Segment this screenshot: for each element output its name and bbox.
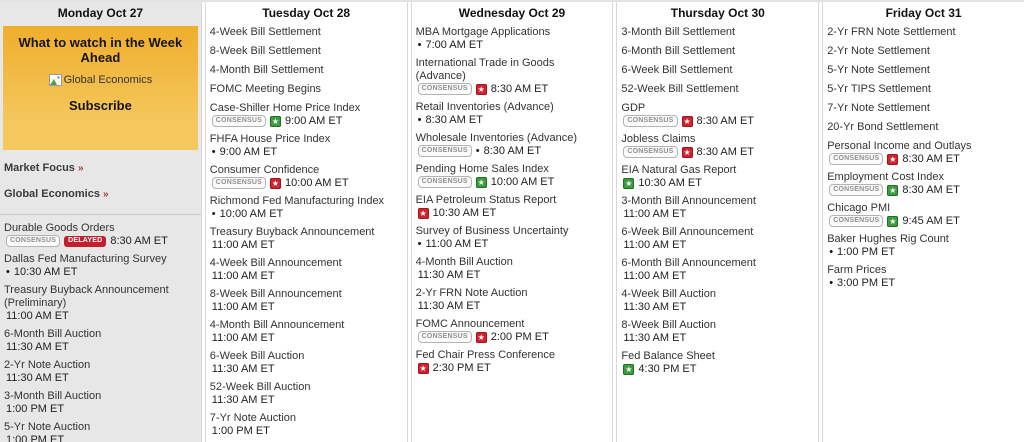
event-title-link[interactable]: 4-Week Bill Announcement	[209, 257, 342, 269]
event-meta	[621, 146, 813, 158]
bullet-icon: •	[829, 276, 834, 289]
event-item	[621, 64, 813, 77]
event-time: 11:30 AM ET	[6, 341, 69, 353]
consensus-badge[interactable]: CONSENSUS	[623, 115, 677, 127]
event-meta	[416, 300, 608, 312]
event-title-link[interactable]: Dallas Fed Manufacturing Survey	[4, 253, 167, 265]
event-time: 10:00 AM ET	[219, 208, 284, 220]
event-item	[4, 421, 196, 442]
promo-image-label: Global Economics	[63, 74, 153, 86]
event-title-link[interactable]: FOMC Meeting Begins	[209, 83, 322, 95]
event-item	[210, 381, 402, 406]
event-time: 11:00 AM ET	[211, 239, 275, 251]
event-time: 11:30 AM ET	[623, 301, 687, 313]
green-star-icon: ★	[625, 178, 633, 188]
event-time: 8:30 AM ET	[110, 235, 168, 247]
double-chevron-icon: »	[77, 163, 84, 174]
event-item	[827, 64, 1019, 77]
event-item	[416, 57, 608, 95]
event-title-link[interactable]: 4-Month Bill Settlement	[209, 64, 324, 76]
event-title-link[interactable]: 52-Week Bill Auction	[209, 381, 311, 393]
event-time: 11:00 AM ET	[6, 310, 69, 322]
event-item	[827, 264, 1019, 289]
bullet-icon: •	[417, 237, 422, 250]
event-item	[827, 83, 1019, 96]
event-title-link[interactable]: MBA Mortgage Applications	[415, 26, 551, 38]
event-meta	[416, 331, 608, 343]
event-meta	[416, 238, 608, 250]
event-title-link[interactable]: 6-Week Bill Announcement	[621, 226, 754, 238]
event-title-link[interactable]: Retail Inventories (Advance)	[415, 101, 554, 113]
red-star-icon: ★	[889, 154, 897, 164]
event-item	[416, 225, 608, 250]
event-title-link[interactable]: Treasury Buyback Announcement	[209, 226, 375, 238]
event-item	[4, 390, 196, 415]
event-item	[210, 288, 402, 313]
event-item	[4, 222, 196, 247]
bullet-icon: •	[417, 113, 422, 126]
event-title-link[interactable]: Case-Shiller Home Price Index	[209, 102, 361, 114]
event-time: 8:30 AM ET	[902, 153, 960, 165]
event-title-link[interactable]: Farm Prices	[827, 264, 887, 276]
bullet-icon: •	[211, 145, 216, 158]
event-meta	[621, 332, 813, 344]
event-item	[621, 319, 813, 344]
event-meta	[621, 363, 813, 375]
event-title-link[interactable]: 2-Yr FRN Note Auction	[415, 287, 528, 299]
event-item	[621, 133, 813, 158]
event-time: 11:30 AM ET	[211, 394, 275, 406]
event-title-link[interactable]: Pending Home Sales Index	[415, 163, 549, 175]
event-meta	[416, 362, 608, 374]
consensus-badge[interactable]: CONSENSUS	[829, 184, 883, 196]
event-item	[4, 328, 196, 353]
event-title-link[interactable]: 20-Yr Bond Settlement	[827, 121, 939, 133]
event-title-link[interactable]: Survey of Business Uncertainty	[415, 225, 569, 237]
event-title-link[interactable]: Fed Chair Press Conference	[415, 349, 555, 361]
event-title-link[interactable]: 5-Yr Note Settlement	[827, 64, 930, 76]
event-item	[621, 83, 813, 96]
event-item	[210, 319, 402, 344]
event-title-link[interactable]: Treasury Buyback Announcement (Preliminary)	[4, 284, 169, 309]
event-title-link[interactable]: 5-Yr Note Auction	[4, 421, 91, 433]
event-list-monday	[0, 215, 201, 442]
event-meta	[416, 207, 608, 219]
event-time: 8:30 AM ET	[425, 114, 483, 126]
event-title-link[interactable]: 4-Month Bill Auction	[415, 256, 513, 268]
event-item	[210, 102, 402, 127]
event-meta	[210, 146, 402, 158]
promo-links	[0, 156, 201, 200]
day-column-wednesday	[411, 2, 614, 442]
event-item	[210, 64, 402, 77]
event-item	[416, 287, 608, 312]
day-header-thursday: Thursday Oct 30	[670, 6, 765, 20]
event-item	[416, 194, 608, 219]
event-title-link[interactable]: Chicago PMI	[827, 202, 891, 214]
event-title-link[interactable]: 5-Yr TIPS Settlement	[827, 83, 931, 95]
green-star-icon: ★	[477, 177, 485, 187]
event-title-link[interactable]: 3-Month Bill Announcement	[621, 195, 756, 207]
event-title-link[interactable]: Fed Balance Sheet	[621, 350, 715, 362]
event-item	[210, 350, 402, 375]
event-meta	[4, 235, 196, 247]
day-header-wednesday: Wednesday Oct 29	[458, 6, 566, 20]
event-title-link[interactable]: Durable Goods Orders	[4, 222, 115, 234]
event-item	[827, 26, 1019, 39]
event-meta	[4, 341, 196, 353]
event-item	[416, 256, 608, 281]
event-item	[210, 226, 402, 251]
event-item	[416, 349, 608, 374]
event-time: 7:00 AM ET	[425, 39, 483, 51]
event-time: 8:30 AM ET	[696, 115, 755, 127]
market-focus-label: Market Focus	[4, 162, 75, 174]
event-meta	[4, 310, 196, 322]
event-item	[210, 83, 402, 96]
red-star-icon: ★	[683, 116, 691, 126]
event-time: 11:00 AM ET	[211, 270, 275, 282]
event-title-link[interactable]: 3-Month Bill Auction	[4, 390, 102, 402]
event-time: 3:00 PM ET	[837, 277, 896, 289]
event-time: 10:00 AM ET	[490, 176, 555, 188]
event-meta	[621, 301, 813, 313]
bullet-icon: •	[475, 144, 480, 157]
event-title-link[interactable]: Jobless Claims	[621, 133, 696, 145]
market-focus-link[interactable]	[4, 162, 195, 174]
promo-image-row	[3, 74, 198, 86]
consensus-badge[interactable]: CONSENSUS	[418, 145, 472, 157]
green-star-icon: ★	[889, 216, 897, 226]
event-time: 1:00 PM ET	[6, 434, 65, 442]
event-meta	[210, 208, 402, 220]
event-meta	[210, 363, 402, 375]
event-title-link[interactable]: 6-Week Bill Settlement	[621, 64, 733, 76]
event-item	[621, 226, 813, 251]
event-meta	[210, 425, 402, 437]
event-meta	[210, 394, 402, 406]
event-title-link[interactable]: 8-Week Bill Auction	[621, 319, 716, 331]
event-time: 11:00 AM ET	[211, 332, 275, 344]
event-meta	[416, 176, 608, 188]
event-meta	[827, 184, 1019, 196]
event-title-link[interactable]: 8-Week Bill Settlement	[209, 45, 321, 57]
green-star-icon: ★	[889, 185, 897, 195]
event-time: 8:30 AM ET	[696, 146, 755, 158]
event-meta	[621, 270, 813, 282]
day-column-friday	[822, 2, 1024, 442]
consensus-badge[interactable]: CONSENSUS	[829, 215, 883, 227]
event-time: 10:30 AM ET	[13, 266, 78, 278]
event-item	[621, 350, 813, 375]
event-time: 2:00 PM ET	[490, 331, 549, 343]
event-title-link[interactable]: GDP	[621, 102, 646, 114]
event-time: 11:00 AM ET	[623, 270, 687, 282]
event-title-link[interactable]: 7-Yr Note Auction	[209, 412, 297, 424]
event-title-link[interactable]: Personal Income and Outlays	[827, 140, 972, 152]
event-meta	[416, 39, 608, 51]
double-chevron-icon: »	[103, 189, 109, 200]
event-title-link[interactable]: 3-Month Bill Settlement	[621, 26, 736, 38]
event-item	[827, 202, 1019, 227]
day-header-tuesday: Tuesday Oct 28	[262, 6, 351, 20]
event-time: 8:30 AM ET	[483, 145, 542, 157]
consensus-badge[interactable]: CONSENSUS	[829, 153, 883, 165]
event-title-link[interactable]: 6-Month Bill Announcement	[621, 257, 756, 269]
red-star-icon: ★	[683, 147, 691, 157]
event-meta	[827, 277, 1019, 289]
event-time: 11:30 AM ET	[6, 372, 69, 384]
bullet-icon: •	[6, 265, 10, 278]
event-title-link[interactable]: 6-Month Bill Auction	[4, 328, 102, 340]
bullet-icon: •	[829, 245, 834, 258]
event-meta	[4, 372, 196, 384]
red-star-icon: ★	[419, 363, 427, 373]
consensus-badge[interactable]: CONSENSUS	[212, 177, 266, 189]
event-time: 8:30 AM ET	[902, 184, 960, 196]
event-meta	[621, 115, 813, 127]
event-meta	[621, 177, 813, 189]
event-list-tuesday	[206, 24, 407, 437]
event-time: 10:00 AM ET	[284, 177, 349, 189]
event-title-link[interactable]: International Trade in Goods (Advance)	[415, 57, 555, 82]
consensus-badge[interactable]: CONSENSUS	[418, 176, 472, 188]
event-title-link[interactable]: 6-Month Bill Settlement	[621, 45, 736, 57]
delayed-badge: DELAYED	[64, 236, 106, 247]
red-star-icon: ★	[477, 332, 485, 342]
event-title-link[interactable]: Baker Hughes Rig Count	[827, 233, 949, 245]
event-time: 9:45 AM ET	[902, 215, 960, 227]
event-time: 4:30 PM ET	[638, 363, 697, 375]
event-title-link[interactable]: 8-Week Bill Announcement	[209, 288, 342, 300]
event-list-thursday	[617, 24, 818, 375]
event-time: 9:00 AM ET	[284, 115, 343, 127]
event-time: 2:30 PM ET	[432, 362, 491, 374]
event-item	[210, 164, 402, 189]
event-meta	[416, 83, 608, 95]
event-title-link[interactable]: 2-Yr FRN Note Settlement	[827, 26, 956, 38]
event-title-link[interactable]: Consumer Confidence	[209, 164, 320, 176]
event-meta	[210, 270, 402, 282]
event-title-link[interactable]: 4-Week Bill Settlement	[209, 26, 321, 38]
event-time: 11:30 AM ET	[417, 300, 481, 312]
event-item	[827, 171, 1019, 196]
event-item	[416, 132, 608, 157]
event-title-link[interactable]: 2-Yr Note Settlement	[827, 45, 930, 57]
event-item	[621, 257, 813, 282]
event-meta	[416, 114, 608, 126]
event-meta	[210, 301, 402, 313]
event-time: 8:30 AM ET	[490, 83, 549, 95]
event-item	[4, 253, 196, 278]
event-title-link[interactable]: 7-Yr Note Settlement	[827, 102, 930, 114]
event-list-friday	[823, 24, 1024, 289]
event-item	[827, 102, 1019, 115]
event-time: 11:00 AM ET	[425, 238, 489, 250]
event-title-link[interactable]: EIA Petroleum Status Report	[415, 194, 557, 206]
event-meta	[621, 208, 813, 220]
event-title-link[interactable]: Wholesale Inventories (Advance)	[415, 132, 578, 144]
bullet-icon: •	[211, 207, 216, 220]
event-title-link[interactable]: 4-Month Bill Announcement	[209, 319, 345, 331]
event-item	[621, 26, 813, 39]
event-title-link[interactable]: Richmond Fed Manufacturing Index	[209, 195, 385, 207]
event-title-link[interactable]: FHFA House Price Index	[209, 133, 331, 145]
event-meta	[4, 403, 196, 415]
consensus-badge[interactable]: CONSENSUS	[418, 83, 472, 95]
event-time: 11:00 AM ET	[623, 208, 687, 220]
consensus-badge[interactable]: CONSENSUS	[623, 146, 677, 158]
day-column-thursday	[616, 2, 819, 442]
event-meta	[827, 215, 1019, 227]
event-item	[4, 359, 196, 384]
event-item	[621, 164, 813, 189]
event-title-link[interactable]: EIA Natural Gas Report	[621, 164, 737, 176]
event-title-link[interactable]: 4-Week Bill Auction	[621, 288, 716, 300]
red-star-icon: ★	[271, 178, 280, 188]
event-item	[621, 195, 813, 220]
event-item	[827, 45, 1019, 58]
event-meta	[4, 434, 196, 442]
event-meta	[210, 115, 402, 127]
event-list-wednesday	[412, 24, 613, 374]
event-item	[827, 140, 1019, 165]
day-header-monday: Monday Oct 27	[57, 6, 144, 20]
day-column-tuesday	[205, 2, 408, 442]
event-title-link[interactable]: 6-Week Bill Auction	[209, 350, 305, 362]
bullet-icon: •	[417, 38, 422, 51]
global-economics-label: Global Economics	[4, 188, 100, 200]
event-meta	[827, 246, 1019, 258]
event-item	[416, 163, 608, 188]
red-star-icon: ★	[419, 208, 427, 218]
broken-image-icon	[49, 74, 62, 86]
event-item	[621, 288, 813, 313]
event-item	[416, 101, 608, 126]
event-meta	[416, 145, 608, 157]
event-item	[416, 26, 608, 51]
event-item	[210, 257, 402, 282]
event-item	[210, 26, 402, 39]
event-item	[4, 284, 196, 322]
event-item	[827, 121, 1019, 134]
event-time: 1:00 PM ET	[211, 425, 270, 437]
event-time: 1:00 PM ET	[6, 403, 65, 415]
event-title-link[interactable]: 52-Week Bill Settlement	[621, 83, 739, 95]
day-header-friday: Friday Oct 31	[885, 6, 962, 20]
event-time: 9:00 AM ET	[219, 146, 278, 158]
event-time: 10:30 AM ET	[638, 177, 702, 189]
event-title-link[interactable]: 2-Yr Note Auction	[4, 359, 91, 371]
event-item	[210, 412, 402, 437]
consensus-badge[interactable]: CONSENSUS	[212, 115, 266, 127]
event-title-link[interactable]: Employment Cost Index	[827, 171, 944, 183]
event-meta	[210, 239, 402, 251]
green-star-icon: ★	[271, 116, 280, 126]
event-time: 1:00 PM ET	[837, 246, 896, 258]
promo-title: What to watch in the Week Ahead	[18, 35, 183, 65]
event-time: 11:30 AM ET	[417, 269, 481, 281]
subscribe-link[interactable]: Subscribe	[68, 98, 132, 113]
event-meta	[416, 269, 608, 281]
event-item	[621, 102, 813, 127]
event-item	[210, 195, 402, 220]
red-star-icon: ★	[477, 84, 485, 94]
day-column-monday	[0, 2, 202, 442]
week-ahead-promo-banner	[3, 26, 198, 150]
event-item	[210, 45, 402, 58]
event-meta	[4, 266, 196, 278]
event-meta	[210, 332, 402, 344]
event-time: 11:00 AM ET	[211, 301, 275, 313]
event-item	[416, 318, 608, 343]
green-star-icon: ★	[625, 364, 633, 374]
event-title-link[interactable]: FOMC Announcement	[415, 318, 525, 330]
consensus-badge[interactable]: CONSENSUS	[6, 235, 60, 247]
event-time: 11:30 AM ET	[211, 363, 275, 375]
event-time: 10:30 AM ET	[432, 207, 497, 219]
event-item	[210, 133, 402, 158]
event-item	[621, 45, 813, 58]
event-meta	[827, 153, 1019, 165]
event-time: 11:30 AM ET	[623, 332, 687, 344]
event-time: 11:00 AM ET	[623, 239, 687, 251]
event-item	[827, 233, 1019, 258]
consensus-badge[interactable]: CONSENSUS	[418, 331, 472, 343]
event-meta	[621, 239, 813, 251]
global-economics-link[interactable]	[4, 188, 195, 200]
event-meta	[210, 177, 402, 189]
